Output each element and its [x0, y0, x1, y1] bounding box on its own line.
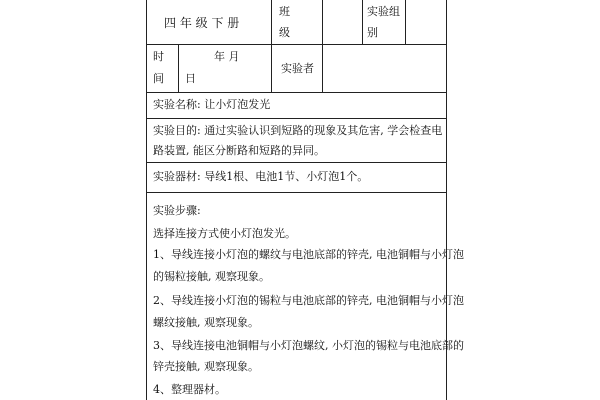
row-line-3	[146, 118, 447, 119]
row-line-5	[146, 192, 447, 193]
group-label-top: 实验组	[367, 5, 400, 18]
step-3-line2: 锌壳接触, 观察现象。	[153, 360, 259, 373]
step-1-line2: 的锡粒接触, 观察现象。	[153, 270, 270, 283]
steps-title: 实验步骤:	[153, 204, 201, 217]
border-left	[146, 0, 147, 400]
col-divider-1	[271, 0, 272, 92]
date-day: 日	[185, 72, 196, 85]
experiment-equipment: 实验器材: 导线1根、电池1节、小灯泡1个。	[153, 170, 369, 183]
row-line-1	[146, 44, 447, 45]
time-label-bottom: 间	[153, 72, 164, 85]
row-line-2	[146, 92, 447, 93]
experiment-name: 实验名称: 让小灯泡发光	[153, 98, 271, 111]
col-divider-3	[362, 0, 363, 44]
row-line-4	[146, 162, 447, 163]
step-1-line1: 1、导线连接小灯泡的螺纹与电池底部的锌壳, 电池铜帽与小灯泡	[153, 248, 464, 261]
grade-term: 四 年 级 下 册	[164, 16, 240, 30]
col-divider-5	[178, 44, 179, 92]
step-4: 4、整理器材。	[153, 383, 226, 396]
step-3-line1: 3、导线连接电池铜帽与小灯泡螺纹, 小灯泡的锡粒与电池底部的	[153, 339, 464, 352]
col-divider-2	[322, 0, 323, 92]
steps-intro: 选择连接方式使小灯泡发光。	[153, 227, 296, 240]
date-year-month: 年 月	[214, 50, 240, 63]
col-divider-4	[405, 0, 406, 44]
group-label-bottom: 别	[367, 26, 378, 39]
experiment-purpose-line1: 实验目的: 通过实验认识到短路的现象及其危害, 学会检查电	[153, 124, 443, 137]
step-2-line1: 2、导线连接小灯泡的锡粒与电池底部的锌壳, 电池铜帽与小灯泡	[153, 294, 464, 307]
time-label-top: 时	[153, 50, 164, 63]
class-label-top: 班	[279, 5, 290, 18]
class-label-bottom: 级	[279, 26, 290, 39]
step-2-line2: 螺纹接触, 观察现象。	[153, 316, 259, 329]
experiment-purpose-line2: 路装置, 能区分断路和短路的异同。	[153, 144, 325, 157]
experimenter-label: 实验者	[281, 62, 314, 75]
